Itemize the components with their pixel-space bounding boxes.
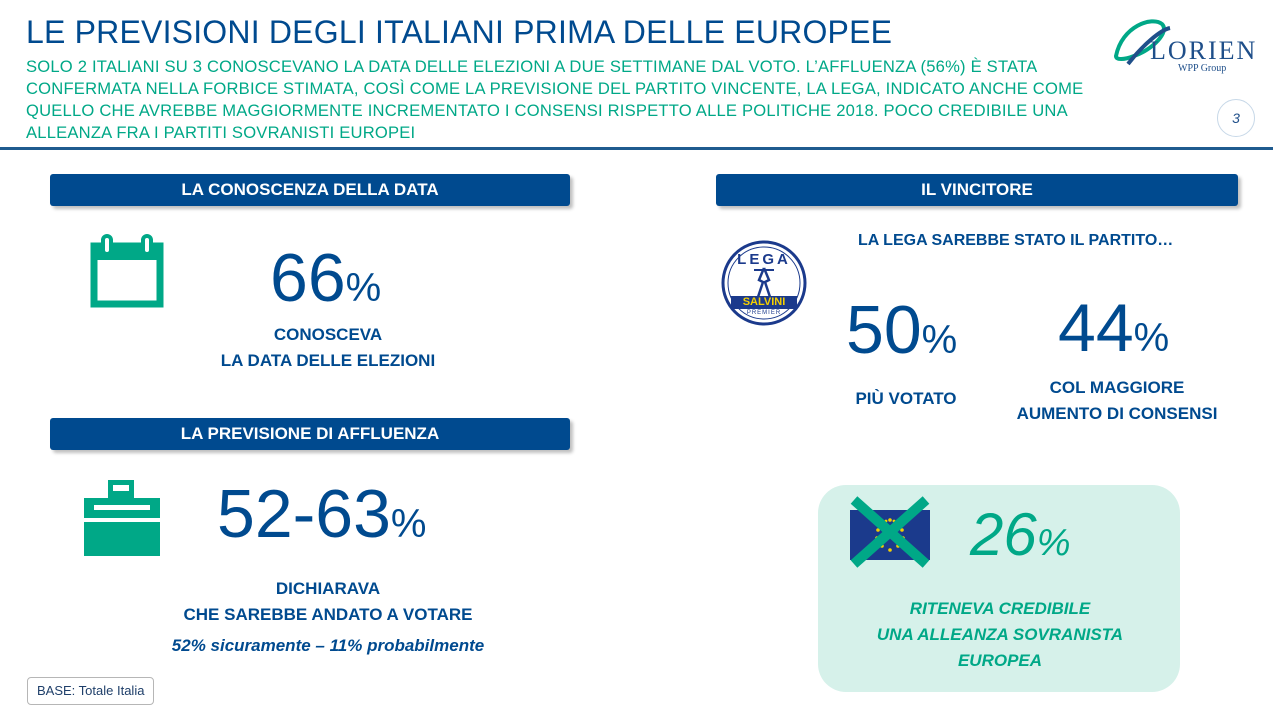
- vincitore-stat2-label-line1: COL MAGGIORE: [1049, 378, 1185, 397]
- vincitore-stat2-label: [995, 375, 1239, 427]
- vincitore-stat2-unit: %: [1133, 316, 1170, 360]
- page-number: 3: [1217, 99, 1255, 137]
- base-note: BASE: Totale Italia: [27, 677, 154, 705]
- lega-logo-band: SALVINI: [742, 296, 786, 308]
- vincitore-intro: LA LEGA SAREBBE STATO IL PARTITO…: [858, 232, 1174, 249]
- logo-name: LORIEN: [1150, 36, 1258, 65]
- affluenza-value: [217, 476, 427, 558]
- lega-logo-top: LEGA: [737, 251, 791, 268]
- calendar-icon: [90, 234, 164, 308]
- logo-subtitle: WPP Group: [1178, 63, 1227, 74]
- conoscenza-number: 66: [270, 240, 346, 316]
- alleanza-value: [970, 500, 1071, 569]
- affluenza-label-line2: CHE SAREBBE ANDATO A VOTARE: [183, 605, 473, 624]
- vincitore-stat1-unit: %: [921, 318, 958, 362]
- alleanza-number: 26: [970, 501, 1037, 568]
- affluenza-label-line1: DICHIARAVA: [275, 579, 381, 598]
- conoscenza-unit: %: [345, 266, 382, 310]
- page-subtitle: SOLO 2 ITALIANI SU 3 CONOSCEVANO LA DATA DELLE ELEZIONI A DUE SETTIMANE DAL VOTO. L’AFFLUENZA (56%) È STATA CONFERMATA NELLA FORBICE STIMATA, COSÌ COME LA PREVISIONE DEL PARTITO VINCENTE, LA LEGA, INDICATO ANCHE COME QUELLO CHE AVREBBE MAGGIORMENTE INCREMENTATO I CONSENSI RISPETTO ALLE POLITICHE 2018. POCO CREDIBILE UNA ALLEANZA FRA I PARTITI SOVRANISTI EUROPEI: [26, 57, 1084, 142]
- conoscenza-label-line1: CONOSCEVA: [273, 325, 383, 344]
- conoscenza-value: [270, 240, 382, 322]
- section-heading-conoscenza: LA CONOSCENZA DELLA DATA: [50, 174, 570, 206]
- alleanza-label-line3: EUROPEA: [957, 651, 1043, 670]
- lega-logo-bottom: PREMIER: [746, 310, 782, 316]
- eu-flag-crossed-icon: [846, 496, 934, 568]
- vincitore-stat1-label: PIÙ VOTATO: [855, 389, 957, 408]
- conoscenza-label: [170, 322, 486, 374]
- vincitore-stat2-value: [1058, 290, 1170, 372]
- alleanza-label-line2: UNA ALLEANZA SOVRANISTA: [876, 625, 1124, 644]
- section-heading-vincitore: IL VINCITORE: [716, 174, 1238, 206]
- vincitore-stat2-number: 44: [1058, 290, 1134, 366]
- affluenza-detail: 52% sicuramente – 11% probabilmente: [171, 636, 485, 655]
- alleanza-unit: %: [1036, 522, 1071, 564]
- affluenza-unit: %: [390, 502, 427, 546]
- vincitore-stat1-value: [846, 292, 958, 374]
- header-divider: [0, 147, 1273, 150]
- affluenza-number: 52-63: [217, 476, 391, 552]
- vincitore-stat1-number: 50: [846, 292, 922, 368]
- conoscenza-label-line2: LA DATA DELLE ELEZIONI: [220, 351, 436, 370]
- affluenza-label: [150, 576, 506, 628]
- page-title: LE PREVISIONI DEGLI ITALIANI PRIMA DELLE EUROPEE: [26, 14, 893, 50]
- alleanza-label-line1: RITENEVA CREDIBILE: [909, 599, 1091, 618]
- alleanza-label: [840, 596, 1160, 674]
- lega-logo: [721, 240, 807, 326]
- ballot-box-icon: [82, 478, 162, 558]
- section-heading-affluenza: LA PREVISIONE DI AFFLUENZA: [50, 418, 570, 450]
- vincitore-stat2-label-line2: AUMENTO DI CONSENSI: [1016, 404, 1218, 423]
